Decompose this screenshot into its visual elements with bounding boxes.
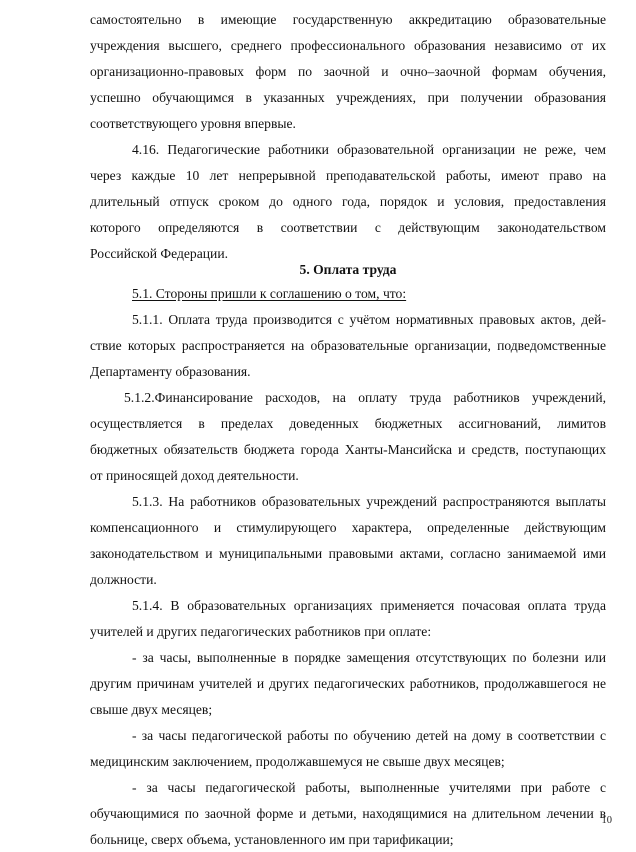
subsection-5-1-line: 5.1. Стороны пришли к соглашению о том, что: [132,286,407,301]
paragraph-4-16-line-1: 4.16. Педагогические работники образовательной организации не реже, чем [132,142,606,157]
paragraph-5-1-2-line-2: осуществляется в пределах доведенных бюджетных ассигнований, лимитов [90,416,606,431]
list-item-3-line-3: больнице, сверх объема, установленного им при тарификации; [90,832,454,847]
list-item-1-line-1: - за часы, выполненные в порядке замещения отсутствующих по болезни или [132,650,606,665]
paragraph-4-16-line-5: Российской Федерации. [90,246,228,261]
paragraph-5-1-2-line-4: от приносящей доход деятельности. [90,468,299,483]
paragraph-5-1-3-line-2: компенсационного и стимулирующего характера, определенные действующим [90,520,606,535]
text-line-4: успешно обучающимся в указанных учреждениях, при получении образования [90,90,606,105]
section-heading: 5. Оплата труда [299,262,397,277]
list-item-3-line-2: обучающимися по заочной форме и детьми, находящимися на длительном лечении в [90,806,606,821]
paragraph-5-1-2-line-1: 5.1.2.Финансирование расходов, на оплату труда работников учреждений, [124,390,606,405]
list-item-2-line-1: - за часы педагогической работы по обучению детей на дому в соответствии с [132,728,606,743]
text-line-1: самостоятельно в имеющие государственную аккредитацию образовательные [90,12,606,27]
paragraph-5-1-3-line-4: должности. [90,572,157,587]
text-line-5: соответствующего уровня впервые. [90,116,296,131]
paragraph-4-16-line-4: которого определяются в соответствии с действующим законодательством [90,220,606,235]
text-line-2: учреждения высшего, среднего профессионального образования независимо от их [90,38,606,53]
paragraph-5-1-2-line-3: бюджетных обязательств бюджета города Ханты-Мансийска и средств, поступающих [90,442,606,457]
paragraph-4-16-line-2: через каждые 10 лет непрерывной преподавательской работы, имеют право на [90,168,606,183]
paragraph-5-1-3-line-1: 5.1.3. На работников образовательных учреждений распространяются выплаты [132,494,606,509]
paragraph-5-1-1-line-1: 5.1.1. Оплата труда производится с учётом нормативных правовых актов, дей- [132,312,606,327]
text-line-3: организационно-правовых форм по заочной и очно–заочной формам обучения, [90,64,606,79]
paragraph-5-1-3-line-3: законодательством и муниципальными правовыми актами, согласно занимаемой ими [90,546,606,561]
list-item-2-line-2: медицинским заключением, продолжавшемуся не свыше двух месяцев; [90,754,505,769]
list-item-1-line-3: свыше двух месяцев; [90,702,213,717]
paragraph-5-1-1-line-3: Департаменту образования. [90,364,251,379]
paragraph-5-1-4-line-1: 5.1.4. В образовательных организациях применяется почасовая оплата труда [132,598,606,613]
paragraph-5-1-1-line-2: ствие которых распространяется на образовательные организации, подведомственные [90,338,606,353]
paragraph-5-1-4-line-2: учителей и других педагогических работников при оплате: [90,624,432,639]
page-number: 10 [601,815,612,826]
list-item-3-line-1: - за часы педагогической работы, выполненные учителями при работе с [132,780,606,795]
list-item-1-line-2: другим причинам учителей и других педагогических работников, продолжавшегося не [90,676,606,691]
paragraph-4-16-line-3: длительный отпуск сроком до одного года, порядок и условия, предоставления [90,194,606,209]
